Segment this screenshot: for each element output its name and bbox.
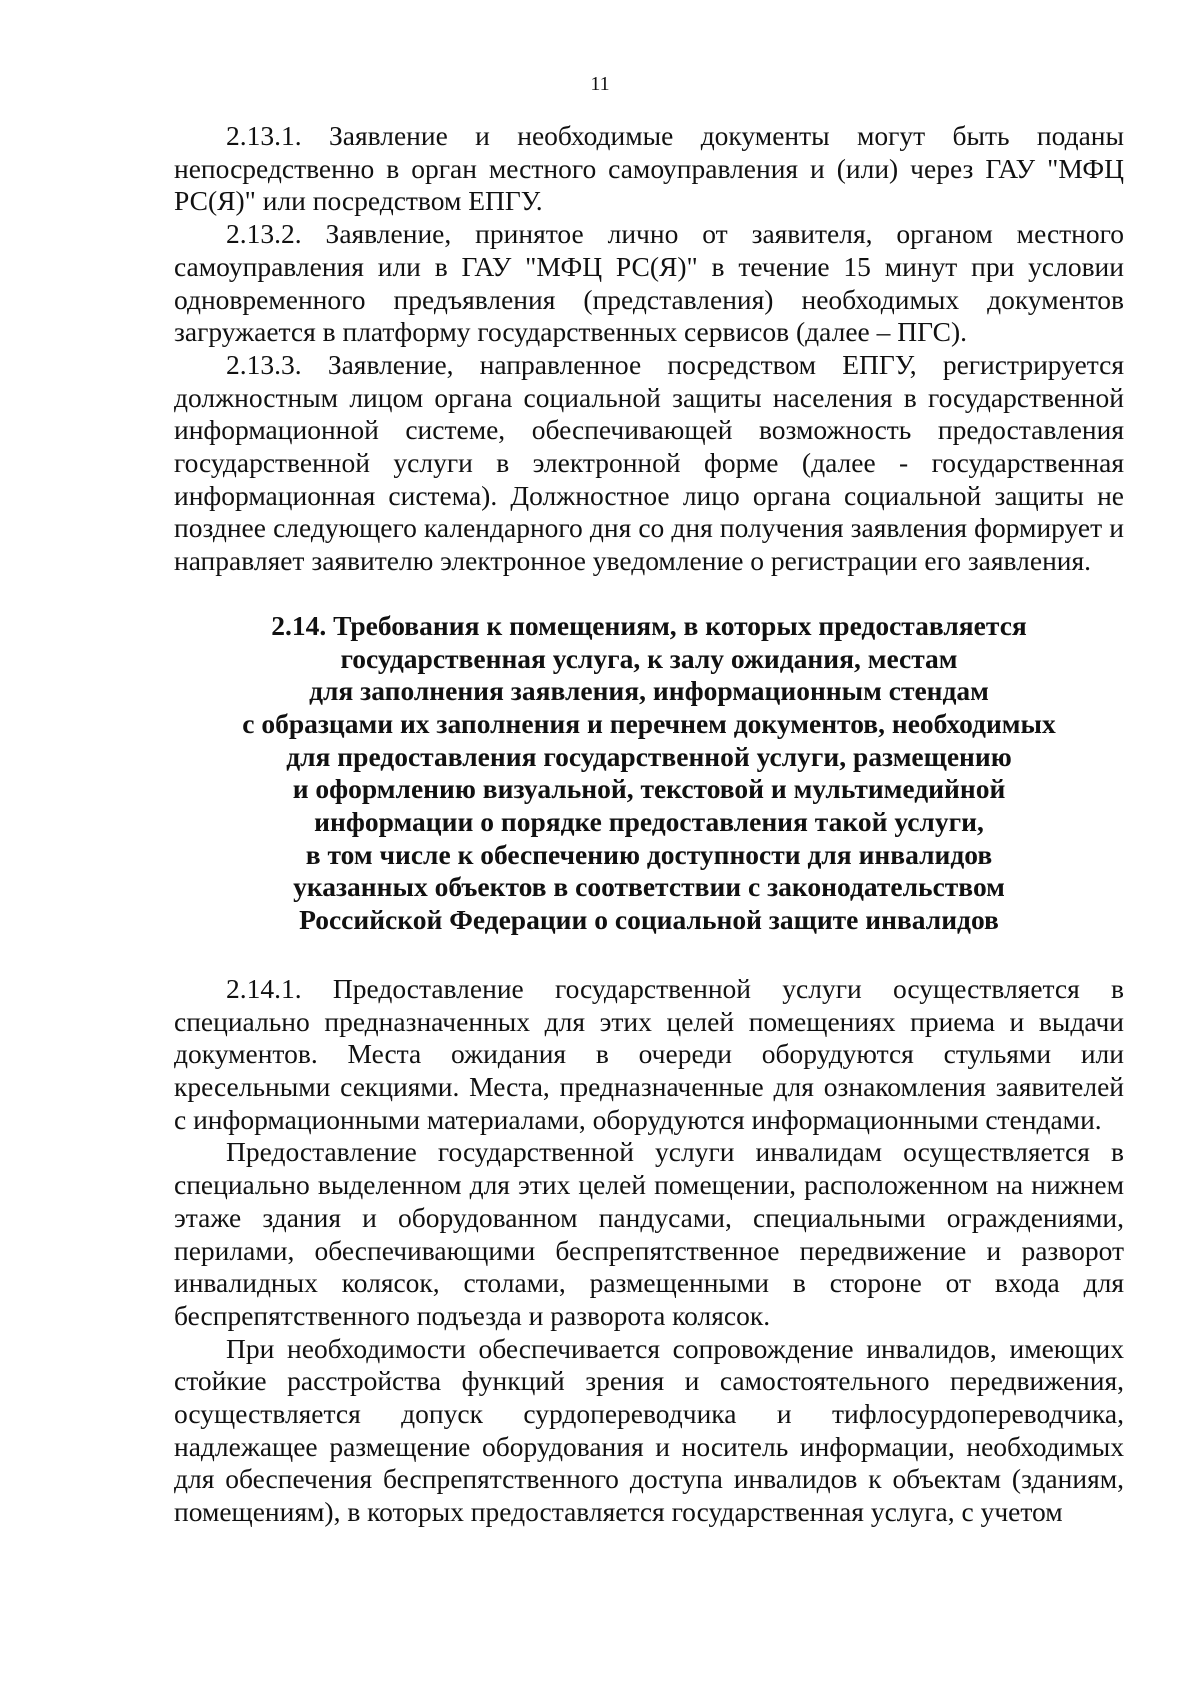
paragraph-accompaniment: При необходимости обеспечивается сопровождение инвалидов, имеющих стойкие расстройства функций зрения и самостоятельного передвижения, осуществляется допуск сурдопереводчика и тифлосурдопереводчика, надлежащее размещение оборудования и носитель информации, необходимых для обеспечения беспрепятственного доступа инвалидов к объектам (зданиям, помещениям), в которых предоставляется государственная услуга, с учетом (174, 1332, 1124, 1528)
heading-line: Российской Федерации о социальной защите инвалидов (299, 904, 999, 936)
paragraph-2-13-1: 2.13.1. Заявление и необходимые документы могут быть поданы непосредственно в орган местного самоуправления и (или) через ГАУ "МФЦ РС(Я)" или посредством ЕПГУ. (174, 120, 1124, 217)
document-body (174, 120, 1124, 1529)
page-number: 11 (590, 73, 610, 95)
heading-line: для предоставления государственной услуги, размещению (286, 740, 1012, 772)
heading-line: для заполнения заявления, информационным стендам (309, 675, 989, 707)
heading-line: в том числе к обеспечению доступности для инвалидов (305, 838, 993, 870)
paragraph-2-13-3: 2.13.3. Заявление, направленное посредством ЕПГУ, регистрируется должностным лицом органа социальной защиты населения в государственной информационной системе, обеспечивающей возможность предоставления государственной услуги в электронной форме (далее - государственная информационная система). Должностное лицо органа социальной защиты не позднее следующего календарного дня со дня получения заявления формирует и направляет заявителю электронное уведомление о регистрации его заявления. (174, 348, 1124, 577)
heading-line: с образцами их заполнения и перечнем документов, необходимых (242, 707, 1056, 739)
heading-line: информации о порядке предоставления такой услуги, (314, 806, 984, 838)
heading-line: 2.14. Требования к помещениям, в которых предоставляется (271, 609, 1027, 641)
section-heading-2-14 (174, 610, 1124, 937)
heading-line: и оформлению визуальной, текстовой и мультимедийной (292, 773, 1006, 805)
heading-line: государственная услуга, к залу ожидания, местам (340, 642, 958, 674)
heading-line: указанных объектов в соответствии с законодательством (293, 871, 1005, 903)
paragraph-disabled-access: Предоставление государственной услуги инвалидам осуществляется в специально выделенном для этих целей помещении, расположенном на нижнем этаже здания и оборудованном пандусами, специальными ограждениями, перилами, обеспечивающими беспрепятственное передвижение и разворот инвалидных колясок, столами, размещенными в стороне от входа для беспрепятственного подъезда и разворота колясок. (174, 1136, 1124, 1331)
paragraph-2-13-2: 2.13.2. Заявление, принятое лично от заявителя, органом местного самоуправления или в ГАУ "МФЦ РС(Я)" в течение 15 минут при условии одновременного предъявления (представления) необходимых документов загружается в платформу государственных сервисов (далее – ПГС). (174, 218, 1124, 348)
paragraph-2-14-1: 2.14.1. Предоставление государственной услуги осуществляется в специально предназначенных для этих целей помещениях приема и выдачи документов. Места ожидания в очереди оборудуются стульями или кресельными секциями. Места, предназначенные для ознакомления заявителей с информационными материалами, оборудуются информационными стендами. (174, 972, 1124, 1135)
